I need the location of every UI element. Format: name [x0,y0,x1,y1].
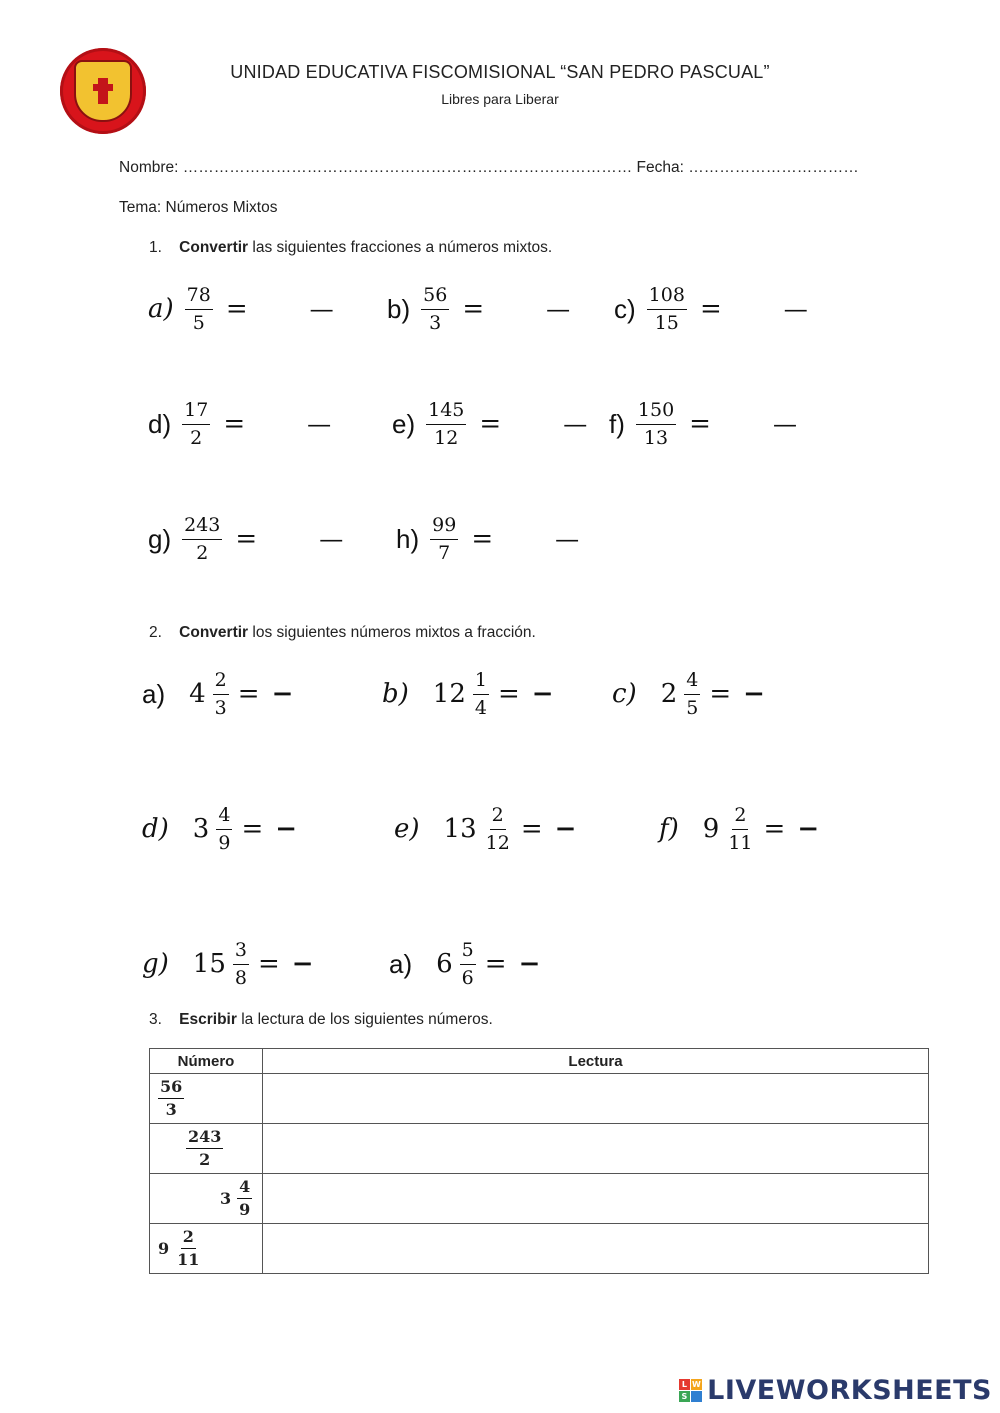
whole-number: 9 [702,814,720,844]
fraction [182,513,222,564]
fraction [484,803,512,854]
item-label: a) [142,678,166,709]
item-label: b) [387,293,411,324]
whole-number: 13 [443,814,477,844]
equals-sign: = [241,814,264,844]
equals-sign: = [223,409,246,439]
equals-sign: = [484,949,507,979]
answer-blank[interactable]: — [555,525,580,553]
answer-blank[interactable]: − [518,949,541,979]
answer-blank[interactable]: — [563,410,588,438]
fraction-denominator: 11 [728,831,753,854]
fraction-numerator: 17 [182,401,210,425]
fraction [158,1079,184,1118]
question-3-title [149,1011,493,1029]
fraction-numerator: 108 [647,286,687,310]
q2-item [142,794,297,864]
fraction-denominator: 3 [429,311,442,334]
q2-item [394,794,576,864]
fraction-denominator: 6 [461,966,474,989]
whole-number: 9 [158,1239,170,1258]
fraction-numerator: 56 [421,286,449,310]
fraction-numerator: 243 [182,516,222,540]
fraction [175,1229,201,1268]
fraction [460,938,476,989]
school-motto: Libres para Liberar [441,91,559,107]
reading-table-header [150,1049,929,1074]
answer-blank[interactable]: − [797,814,820,844]
fraction-numerator: 145 [426,401,466,425]
equals-sign: = [520,814,543,844]
question-3-number: 3. [149,1011,162,1028]
whole-number: 3 [220,1189,232,1208]
equals-sign: = [709,679,732,709]
reading-cell[interactable] [263,1124,929,1174]
fraction-denominator: 9 [218,831,231,854]
equals-sign: = [763,814,786,844]
equals-sign: = [699,294,722,324]
item-label: a) [148,294,174,324]
fraction-numerator: 2 [490,806,506,830]
fraction-denominator: 12 [434,426,459,449]
q1-item [609,389,797,459]
answer-blank[interactable]: — [546,295,571,323]
fraction-denominator: 8 [234,966,247,989]
fraction [636,398,676,449]
fraction-denominator: 3 [165,1100,177,1119]
fraction-denominator: 11 [177,1250,200,1269]
whole-number: 2 [660,679,678,709]
fraction-numerator: 99 [430,516,458,540]
badge-l: L [679,1379,690,1390]
fraction [186,1129,223,1168]
q2-item [142,659,293,729]
item-label: h) [396,523,420,554]
item-label: g) [142,949,169,979]
answer-blank[interactable]: − [271,679,294,709]
question-1-text: las siguientes fracciones a números mixtos. [248,239,553,256]
fraction [647,283,687,334]
equals-sign: = [689,409,711,439]
number-cell [150,1074,263,1124]
reading-table [149,1048,929,1274]
item-label: b) [382,679,409,709]
fraction-numerator: 4 [237,1179,252,1199]
fraction-denominator: 15 [654,311,679,334]
fraction-denominator: 4 [474,696,487,719]
q2-item [389,929,540,999]
fraction [216,803,232,854]
fraction-numerator: 2 [732,806,748,830]
fraction-numerator: 3 [233,941,249,965]
equals-sign: = [497,679,520,709]
answer-blank[interactable]: − [291,949,314,979]
item-label: f) [609,408,625,439]
question-2-number: 2. [149,624,162,641]
answer-blank[interactable]: — [772,410,797,438]
table-row [150,1224,929,1274]
number-value [150,1074,262,1123]
q1-item [614,274,808,344]
item-label: g) [148,523,172,554]
item-label: c) [612,679,637,709]
fraction [684,668,700,719]
fraction-numerator: 150 [636,401,676,425]
question-1-verb: Convertir [179,239,249,256]
fraction-numerator: 5 [460,941,476,965]
answer-blank[interactable]: — [319,525,344,553]
q1-item [387,274,570,344]
q1-item [396,504,579,574]
fraction [213,668,229,719]
col-reading-header: Lectura [263,1049,929,1074]
item-label: e) [392,408,416,439]
fraction [421,283,449,334]
watermark-text: LIVEWORKSHEETS [707,1375,992,1406]
question-1-number: 1. [149,239,162,256]
fraction-numerator: 2 [181,1229,196,1249]
fraction-denominator: 12 [485,831,510,854]
school-name: UNIDAD EDUCATIVA FISCOMISIONAL “SAN PEDRO PASCUAL” [230,62,770,82]
answer-blank[interactable]: — [783,295,808,323]
equals-sign: = [225,294,248,324]
reading-cell[interactable] [263,1074,929,1124]
number-value [150,1174,262,1223]
q1-item [392,389,587,459]
fraction [473,668,489,719]
equals-sign: = [462,294,485,324]
equals-sign: = [257,949,280,979]
question-2-text: los siguientes números mixtos a fracción. [248,624,536,641]
fraction-numerator: 78 [185,286,213,310]
fraction [426,398,466,449]
answer-blank[interactable]: — [307,410,332,438]
fraction-denominator: 2 [199,1150,211,1169]
table-row [150,1074,929,1124]
answer-blank[interactable]: − [275,814,298,844]
item-label: e) [394,814,420,844]
q2-item [382,659,554,729]
fraction-numerator: 4 [684,671,700,695]
item-label: a) [389,948,413,979]
q1-item [148,389,331,459]
question-3-text: la lectura de los siguientes números. [236,1011,493,1028]
reading-cell[interactable] [263,1174,929,1224]
badge-b [691,1391,702,1402]
number-value [150,1124,262,1173]
q2-item [142,929,314,999]
whole-number: 3 [192,814,210,844]
fraction [237,1179,252,1218]
fraction [430,513,458,564]
answer-blank[interactable]: − [554,814,577,844]
fraction-numerator: 2 [213,671,229,695]
answer-blank[interactable]: − [531,679,554,709]
item-label: d) [148,408,172,439]
item-label: c) [614,293,636,324]
name-date-line: Nombre: …………………………………………………………………………… Fecha: …………………………… [119,159,859,176]
fraction-denominator: 2 [190,426,203,449]
item-label: f) [659,814,679,844]
question-3-verb: Escribir [179,1011,237,1028]
q1-item [148,274,334,344]
number-cell [150,1174,263,1224]
answer-blank[interactable]: − [743,679,765,709]
q2-item [612,659,765,729]
liveworksheets-logo-icon [679,1379,702,1402]
equals-sign: = [237,679,260,709]
whole-number: 4 [189,679,206,709]
fraction-numerator: 243 [186,1129,223,1149]
fraction [185,283,213,334]
equals-sign: = [235,524,258,554]
badge-s: S [679,1391,690,1402]
question-2-title [149,624,536,642]
fraction-numerator: 56 [158,1079,184,1099]
number-cell [150,1224,263,1274]
fraction-denominator: 5 [192,311,205,334]
question-2-verb: Convertir [179,624,249,641]
fraction-denominator: 2 [196,541,209,564]
equals-sign: = [479,409,502,439]
whole-number: 6 [436,949,453,979]
table-row [150,1174,929,1224]
number-cell [150,1124,263,1174]
number-value [150,1224,262,1273]
item-label: d) [142,814,169,844]
table-row [150,1124,929,1174]
answer-blank[interactable]: — [309,295,334,323]
q1-item [148,504,343,574]
question-1-title [149,239,552,257]
fraction [233,938,249,989]
reading-cell[interactable] [263,1224,929,1274]
fraction [182,398,210,449]
liveworksheets-watermark [679,1375,992,1406]
fraction-numerator: 1 [473,671,489,695]
topic: Tema: Números Mixtos [119,199,278,216]
fraction [726,803,754,854]
badge-w: W [691,1380,702,1389]
whole-number: 12 [432,679,466,709]
logo-cross-bar [93,84,113,91]
fraction-denominator: 3 [214,696,227,719]
col-number-header: Número [150,1049,263,1074]
fraction-numerator: 4 [216,806,232,830]
fraction-denominator: 5 [686,696,699,719]
fraction-denominator: 9 [239,1200,251,1219]
q2-item [659,794,819,864]
equals-sign: = [471,524,494,554]
whole-number: 15 [192,949,226,979]
fraction-denominator: 7 [438,541,451,564]
fraction-denominator: 13 [643,426,669,449]
